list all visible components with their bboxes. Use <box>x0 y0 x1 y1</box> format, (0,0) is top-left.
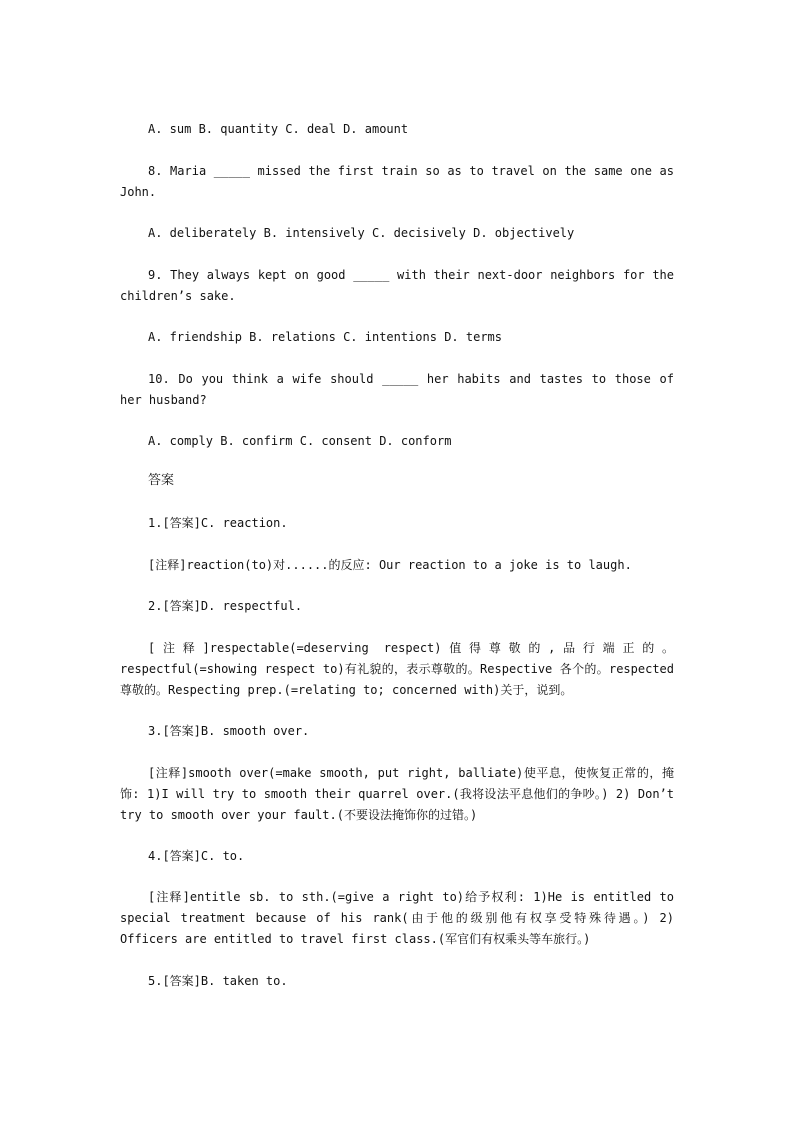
answer-1-note: [注释]reaction(to)对......的反应: Our reaction to a joke is to laugh. <box>148 558 632 572</box>
question-7-options: A. sum B. quantity C. deal D. amount <box>148 122 409 136</box>
answer-2-note: [注释]respectable(=deserving respect)值得尊敬的,品行端正的。respectful(=showing respect to)有礼貌的，表示尊敬的。Respective 各个的。respected尊敬的。Respecting prep.(=relating to; concerned with)关于，说到。 <box>120 641 674 697</box>
question-8-options: A. deliberately B. intensively C. decisively D. objectively <box>148 226 575 240</box>
answer-2: 2.[答案]D. respectful. <box>148 599 303 613</box>
question-8: 8. Maria _____ missed the first train so as to travel on the same one as John. <box>120 164 674 199</box>
answer-1: 1.[答案]C. reaction. <box>148 516 288 530</box>
question-9: 9. They always kept on good _____ with their next-door neighbors for the children’s sake. <box>120 268 674 303</box>
question-9-options: A. friendship B. relations C. intentions D. terms <box>148 330 503 344</box>
question-10: 10. Do you think a wife should _____ her habits and tastes to those of her husband? <box>120 372 674 407</box>
answer-5: 5.[答案]B. taken to. <box>148 974 288 988</box>
answer-4-note: [注释]entitle sb. to sth.(=give a right to)给予权利: 1)He is entitled to special treatment because of his rank(由于他的级别他有权享受特殊待遇。) 2) Officers are entitled to travel first class.(军官们有权乘头等车旅行。) <box>120 890 674 946</box>
answer-3: 3.[答案]B. smooth over. <box>148 724 310 738</box>
question-10-options: A. comply B. confirm C. consent D. conform <box>148 434 452 448</box>
answer-3-note: [注释]smooth over(=make smooth, put right, balliate)使平息，使恢复正常的，掩饰: 1)I will try to smooth their quarrel over.(我将设法平息他们的争吵。) 2) Don’t try to smooth over your fault.(不要设法掩饰你的过错。) <box>120 766 674 822</box>
answer-4: 4.[答案]C. to. <box>148 849 245 863</box>
answers-heading: 答案 <box>148 473 175 488</box>
